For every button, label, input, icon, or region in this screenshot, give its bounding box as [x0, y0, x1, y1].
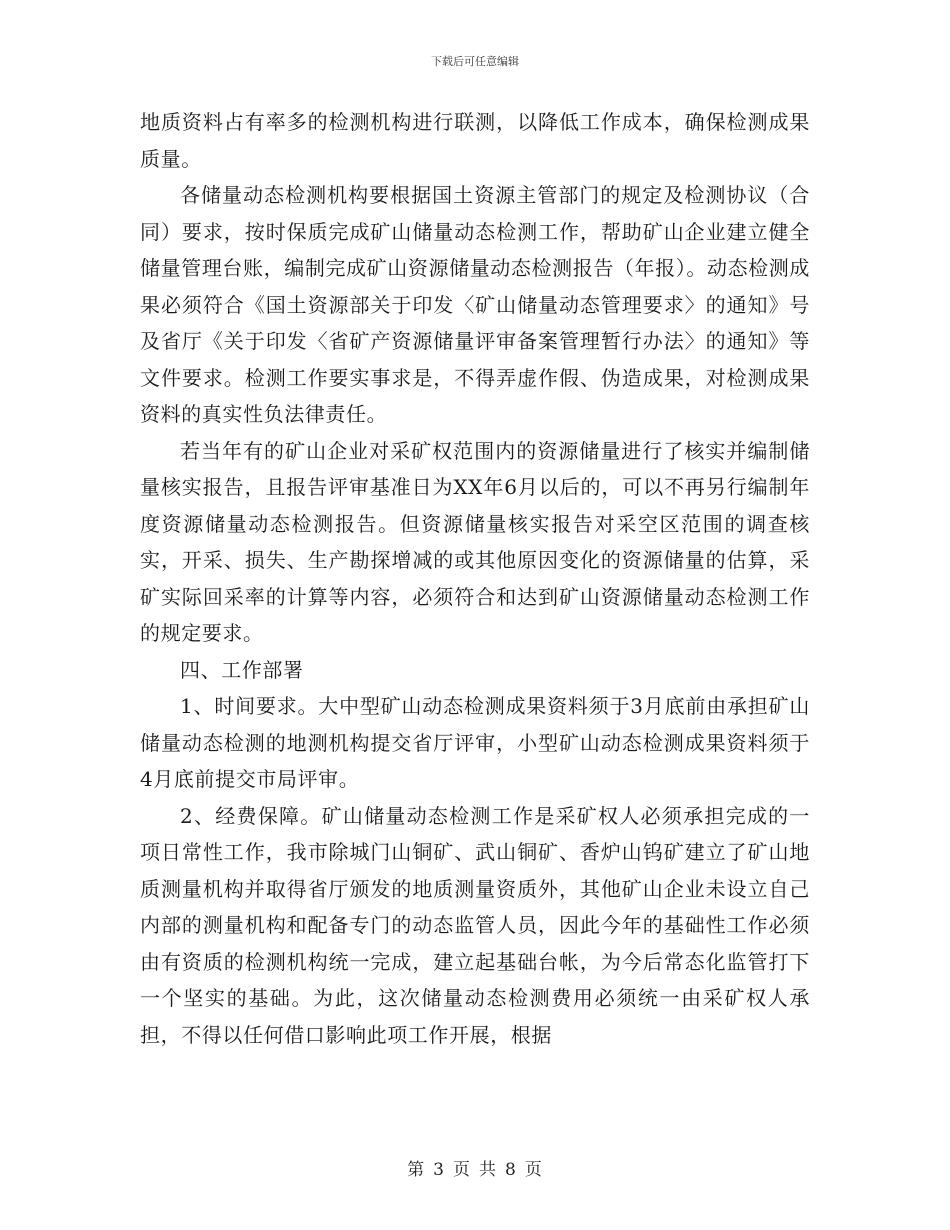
page-footer	[0, 1155, 950, 1180]
paragraph-verification-report: 若当年有的矿山企业对采矿权范围内的资源储量进行了核实并编制储量核实报告，且报告评审基准日为XX年6月以后的，可以不再另行编制年度资源储量动态检测报告。但资源储量核实报告对采空区范围的调查核实，开采、损失、生产勘探增减的或其他原因变化的资源储量的估算，采矿实际回采率的计算等内容，必须符合和达到矿山资源储量动态检测工作的规定要求。	[140, 438, 810, 645]
section-heading-work-deployment: 四、工作部署	[180, 657, 304, 682]
page-header: 下载后可任意编辑	[431, 55, 519, 68]
footer-page-number: 3	[433, 1160, 445, 1180]
paragraph-funding-guarantee: 2、经费保障。矿山储量动态检测工作是采矿权人必须承担完成的一项日常性工作，我市除城门山铜矿、武山铜矿、香炉山钨矿建立了矿山地质测量机构并取得省厅颁发的地质测量资质外，其他矿山企业未设立自己内部的测量机构和配备专门的动态监管人员，因此今年的基础性工作必须由有资质的检测机构统一完成，建立起基础台帐，为今后常态化监管打下一个坚实的基础。为此，这次储量动态检测费用必须统一由采矿权人承担，不得以任何借口影响此项工作开展，根据	[140, 803, 810, 1047]
footer-page-label: 页	[453, 1160, 471, 1180]
paragraph-monitoring-requirements: 各储量动态检测机构要根据国土资源主管部门的规定及检测协议（合同）要求，按时保质完成矿山储量动态检测工作，帮助矿山企业建立健全储量管理台账，编制完成矿山资源储量动态检测报告（年报）。动态检测成果必须符合《国土资源部关于印发〈矿山储量动态管理要求〉的通知》号及省厅《关于印发〈省矿产资源储量评审备案管理暂行办法〉的通知》等文件要求。检测工作要实事求是，不得弄虚作假、伪造成果，对检测成果资料的真实性负法律责任。	[140, 183, 810, 426]
document-body	[140, 104, 810, 1053]
paragraph-time-requirements: 1、时间要求。大中型矿山动态检测成果资料须于3月底前由承担矿山储量动态检测的地测机构提交省厅评审，小型矿山动态检测成果资料须于4月底前提交市局评审。	[140, 694, 810, 791]
footer-suffix: 页	[524, 1160, 543, 1180]
footer-total-label: 共	[479, 1160, 497, 1180]
footer-prefix: 第	[407, 1160, 426, 1180]
paragraph-continuation: 地质资料占有率多的检测机构进行联测，以降低工作成本，确保检测成果质量。	[140, 110, 810, 171]
footer-total-pages: 8	[505, 1160, 517, 1180]
